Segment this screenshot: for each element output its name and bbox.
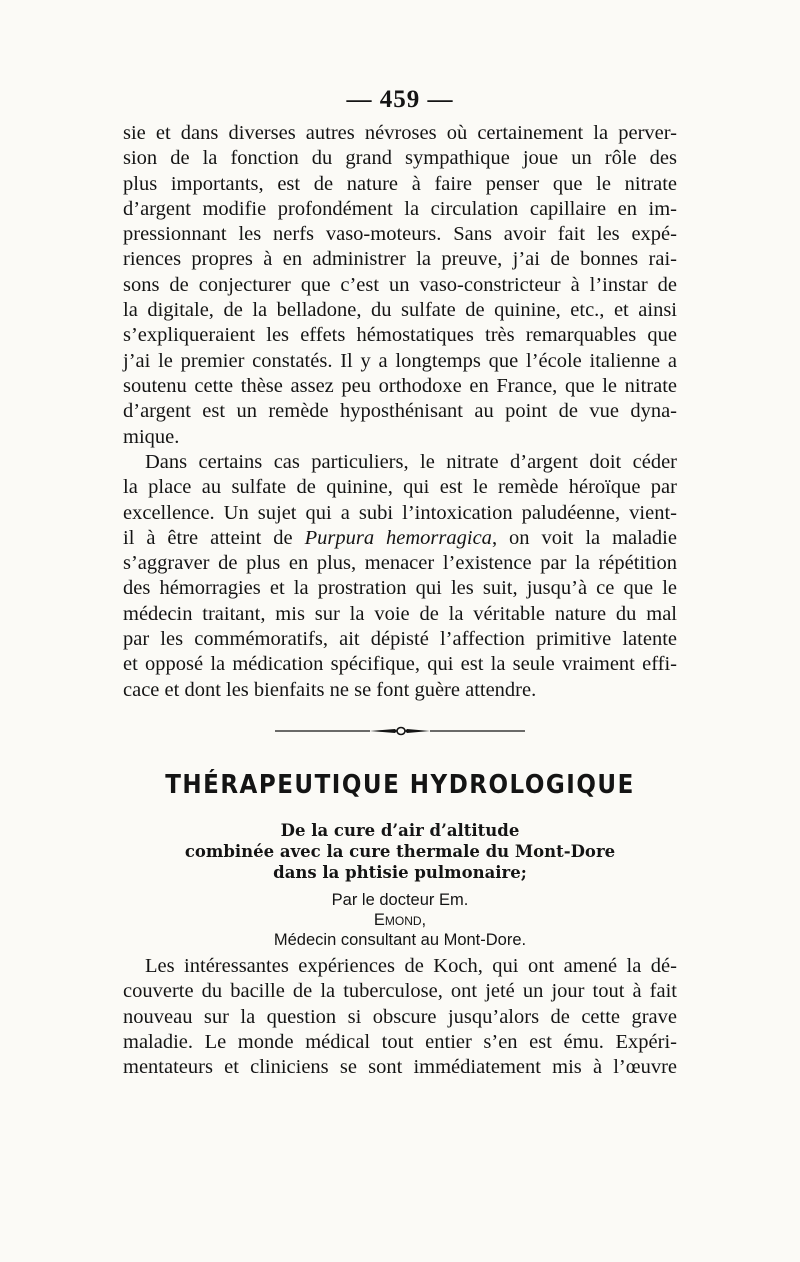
author-surname: Emond, [373,911,427,929]
page-number: — 459 — [346,86,454,113]
article-title-line: combinée avec la cure thermale du Mont-Dore [184,842,616,861]
text-line: et opposé la médication spécifique, qui est la seule vraiment effi- [123,653,677,676]
text-line: pressionnant les nerfs vaso-moteurs. Sans avoir fait les expé- [123,223,677,246]
text-line: maladie. Le monde médical tout entier s’en est ému. Expéri- [123,1030,677,1053]
text-line: d’argent modifie profondément la circulation capillaire en im- [123,197,677,220]
paragraph-quinine [123,450,677,703]
text-line: riences propres à en administrer la preuve, j’ai de bonnes rai- [123,248,677,271]
text-line: d’argent est un remède hyposthénisant au point de vue dyna- [123,400,677,423]
text-line: sons de conjecturer que c’est un vaso-constricteur à l’instar de [123,273,677,296]
text-line: par les commémoratifs, ait dépisté l’affection primitive latente [123,628,677,651]
text-line: Dans certains cas particuliers, le nitrate d’argent doit céder [145,451,677,473]
text-line-with-italic [123,526,677,551]
ornamental-divider [275,724,525,738]
text-segment: il à être atteint de [123,526,305,549]
text-line: j’ai le premier constatés. Il y a longtemps que l’école italienne a [123,349,677,372]
article-title [0,820,800,883]
paragraph-koch [123,954,677,1080]
text-line: couverte du bacille de la tuberculose, ont jeté un jour tout à fait [123,980,677,1003]
article-title-line: De la cure d’air d’altitude [280,821,520,840]
text-segment: , on voit la maladie [491,526,677,549]
text-line: sion de la fonction du grand sympathique joue un rôle des [123,147,677,170]
text-line: plus importants, est de nature à faire penser que le nitrate [123,172,677,195]
author-line [0,890,800,930]
italic-term: Purpura hemorragica [304,526,492,549]
text-line: cace et dont les bienfaits ne se font guère attendre. [123,678,537,701]
text-line: la digitale, de la belladone, du sulfate de quinine, etc., et ainsi [123,299,677,322]
text-line: Les intéressantes expériences de Koch, qui ont amené la dé- [145,955,677,977]
text-line: médecin traitant, mis sur la voie de la véritable nature du mal [123,602,677,625]
text-line: excellence. Un sujet qui a subi l’intoxication paludéenne, vient- [123,501,677,524]
text-line: s’aggraver de plus en plus, menacer l’existence par la répétition [123,552,677,575]
article-title-line: dans la phtisie pulmonaire; [273,863,527,882]
section-title: THÉRAPEUTIQUE HYDROLOGIQUE [165,770,635,800]
text-line: mentateurs et cliniciens se sont immédiatement mis à l’œuvre [123,1056,677,1079]
paragraph-continued [123,121,677,450]
text-line: s’expliqueraient les effets hémostatiques très remarquables que [123,324,677,347]
text-line: sie et dans diverses autres névroses où certainement la perver- [123,122,677,144]
text-line: mique. [123,425,180,448]
author-role: Médecin consultant au Mont-Dore. [273,931,527,949]
byline [0,890,800,950]
text-line: soutenu cette thèse assez peu orthodoxe en France, que le nitrate [123,374,677,397]
text-line: nouveau sur la question si obscure jusqu’alors de cette grave [123,1005,677,1028]
author-prefix: Par le docteur Em. [331,891,469,909]
text-line: la place au sulfate de quinine, qui est le remède héroïque par [123,476,677,499]
text-line: des hémorragies et la prostration qui les suit, jusqu’à ce que le [123,577,677,600]
